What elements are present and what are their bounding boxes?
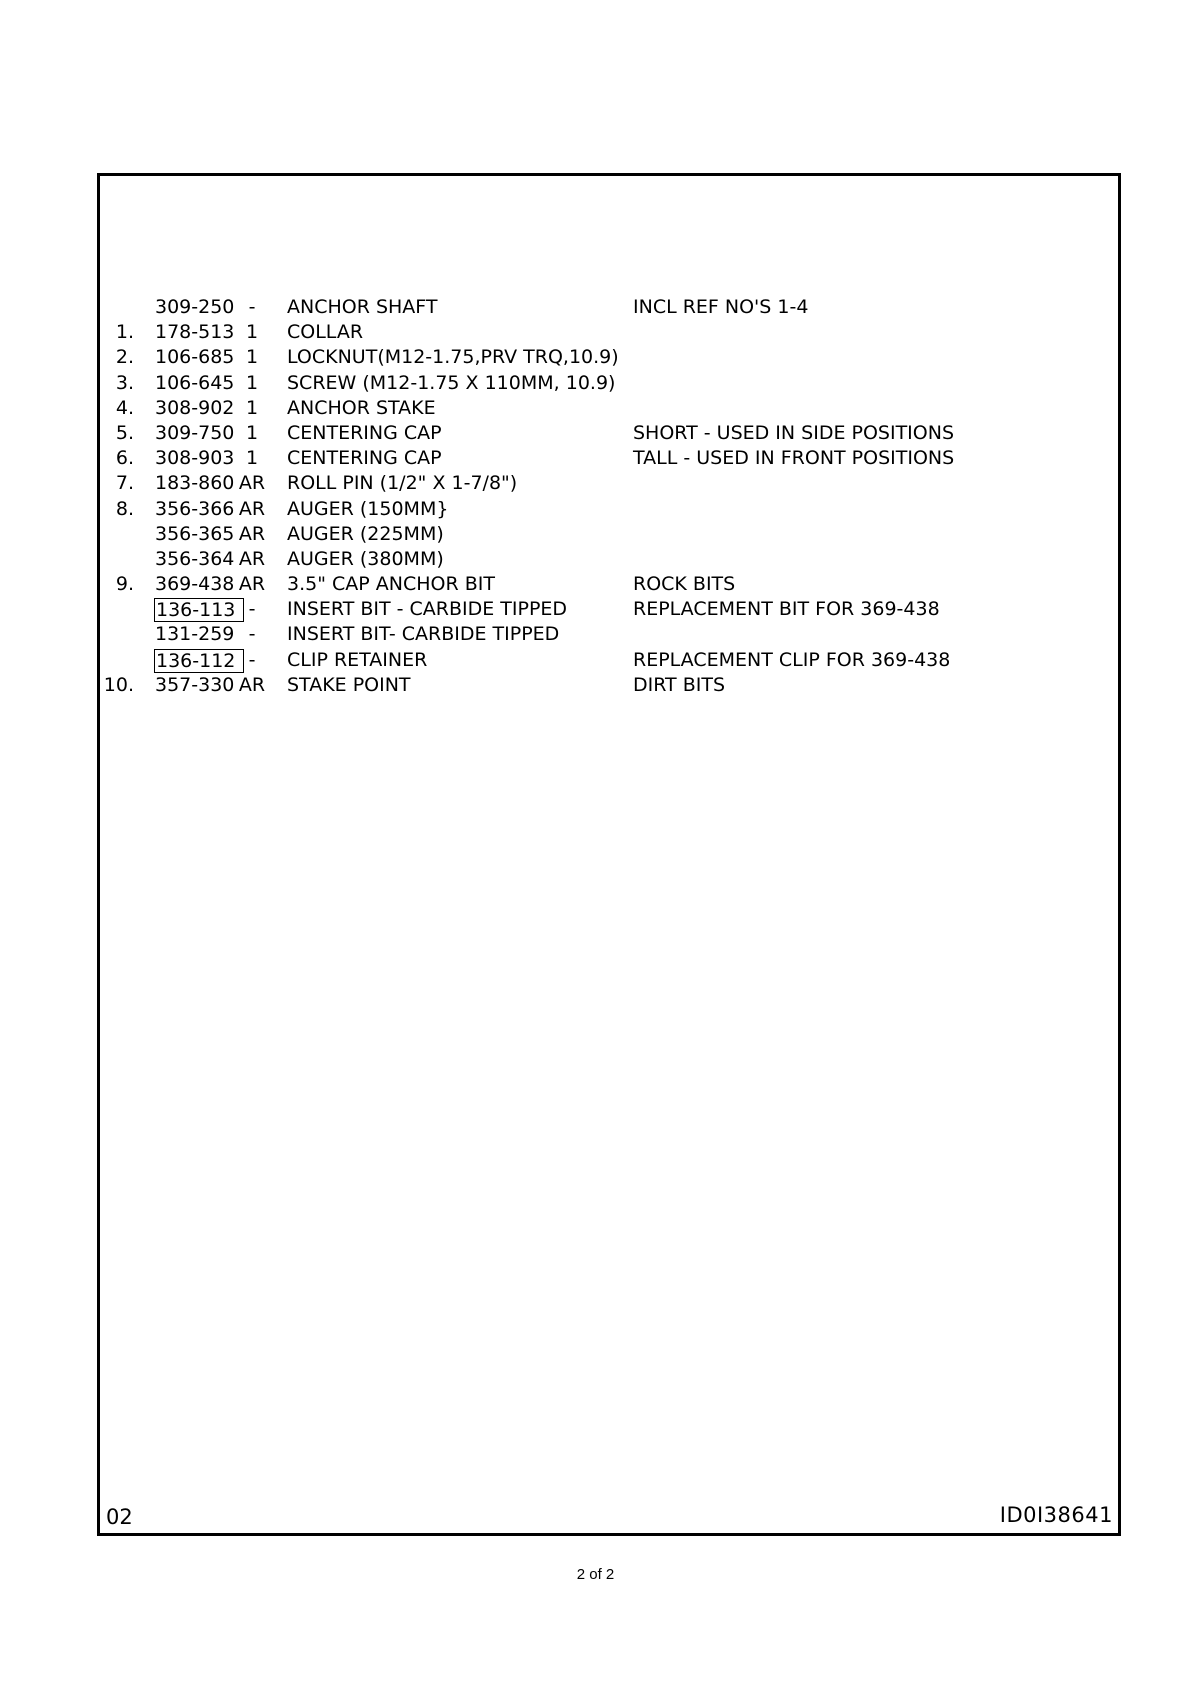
quantity: 1	[245, 396, 259, 419]
part-number: 131-259	[155, 623, 235, 646]
remark: REPLACEMENT BIT FOR 369-438	[633, 598, 940, 621]
ref-number: 4.	[115, 396, 134, 419]
quantity: 1	[245, 447, 259, 470]
description: 3.5" CAP ANCHOR BIT	[287, 573, 495, 596]
description: AUGER (380MM)	[287, 547, 444, 570]
parts-row	[97, 648, 1121, 673]
ref-number: 7.	[115, 472, 134, 495]
description: STAKE POINT	[287, 673, 411, 696]
parts-row	[97, 547, 1121, 572]
part-number: 136-113	[154, 598, 244, 622]
description: INSERT BIT- CARBIDE TIPPED	[287, 623, 560, 646]
quantity: 1	[245, 421, 259, 444]
part-number: 308-903	[155, 447, 235, 470]
part-number: 309-250	[155, 296, 235, 318]
quantity: 1	[245, 321, 259, 344]
part-number: 136-112	[154, 649, 244, 673]
description: ROLL PIN (1/2" X 1-7/8")	[287, 472, 518, 495]
parts-row	[97, 673, 1121, 698]
parts-row	[97, 471, 1121, 496]
parts-row	[97, 371, 1121, 396]
quantity: AR	[238, 673, 266, 696]
part-number: 309-750	[155, 421, 235, 444]
quantity: -	[248, 648, 256, 671]
quantity: 1	[245, 371, 259, 394]
ref-number: 2.	[115, 346, 134, 369]
quantity: -	[248, 296, 256, 318]
parts-row	[97, 497, 1121, 522]
ref-number: 6.	[115, 447, 134, 470]
parts-list	[97, 295, 1121, 698]
parts-row	[97, 597, 1121, 622]
quantity: -	[248, 623, 256, 646]
remark: ROCK BITS	[633, 573, 736, 596]
parts-row	[97, 622, 1121, 647]
remark: SHORT - USED IN SIDE POSITIONS	[633, 421, 955, 444]
ref-number: 5.	[115, 421, 134, 444]
remark: REPLACEMENT CLIP FOR 369-438	[633, 648, 951, 671]
ref-number: 9.	[115, 573, 134, 596]
part-number: 356-366	[155, 497, 235, 520]
parts-row	[97, 295, 1121, 320]
quantity: AR	[238, 547, 266, 570]
parts-row	[97, 396, 1121, 421]
remark: TALL - USED IN FRONT POSITIONS	[633, 447, 955, 470]
remark: INCL REF NO'S 1-4	[633, 296, 809, 318]
description: SCREW (M12-1.75 X 110MM, 10.9)	[287, 371, 616, 394]
part-number: 106-685	[155, 346, 235, 369]
ref-number: 1.	[115, 321, 134, 344]
part-number: 106-645	[155, 371, 235, 394]
remark: DIRT BITS	[633, 673, 726, 696]
ref-number: 3.	[115, 371, 134, 394]
description: LOCKNUT(M12-1.75,PRV TRQ,10.9)	[287, 346, 619, 369]
parts-row	[97, 522, 1121, 547]
part-number: 178-513	[155, 321, 235, 344]
description: ANCHOR STAKE	[287, 396, 436, 419]
ref-number: 10.	[103, 673, 134, 696]
description: COLLAR	[287, 321, 364, 344]
quantity: AR	[238, 573, 266, 596]
description: ANCHOR SHAFT	[287, 296, 438, 318]
description: CLIP RETAINER	[287, 648, 428, 671]
description: AUGER (150MM}	[287, 497, 449, 520]
part-number: 357-330	[155, 673, 235, 696]
description: AUGER (225MM)	[287, 522, 444, 545]
quantity: AR	[238, 522, 266, 545]
parts-row	[97, 421, 1121, 446]
parts-row	[97, 345, 1121, 370]
document-id: ID0I38641	[999, 1503, 1113, 1527]
description: INSERT BIT - CARBIDE TIPPED	[287, 598, 568, 621]
sheet-code: 02	[106, 1505, 133, 1529]
page-number: 2 of 2	[576, 1566, 615, 1583]
part-number: 183-860	[155, 472, 235, 495]
part-number: 356-365	[155, 522, 235, 545]
parts-row	[97, 572, 1121, 597]
description: CENTERING CAP	[287, 421, 442, 444]
part-number: 356-364	[155, 547, 235, 570]
quantity: 1	[245, 346, 259, 369]
part-number: 369-438	[155, 573, 235, 596]
quantity: AR	[238, 472, 266, 495]
quantity: -	[248, 598, 256, 621]
part-number: 308-902	[155, 396, 235, 419]
parts-row	[97, 446, 1121, 471]
quantity: AR	[238, 497, 266, 520]
parts-row	[97, 320, 1121, 345]
description: CENTERING CAP	[287, 447, 442, 470]
ref-number: 8.	[115, 497, 134, 520]
